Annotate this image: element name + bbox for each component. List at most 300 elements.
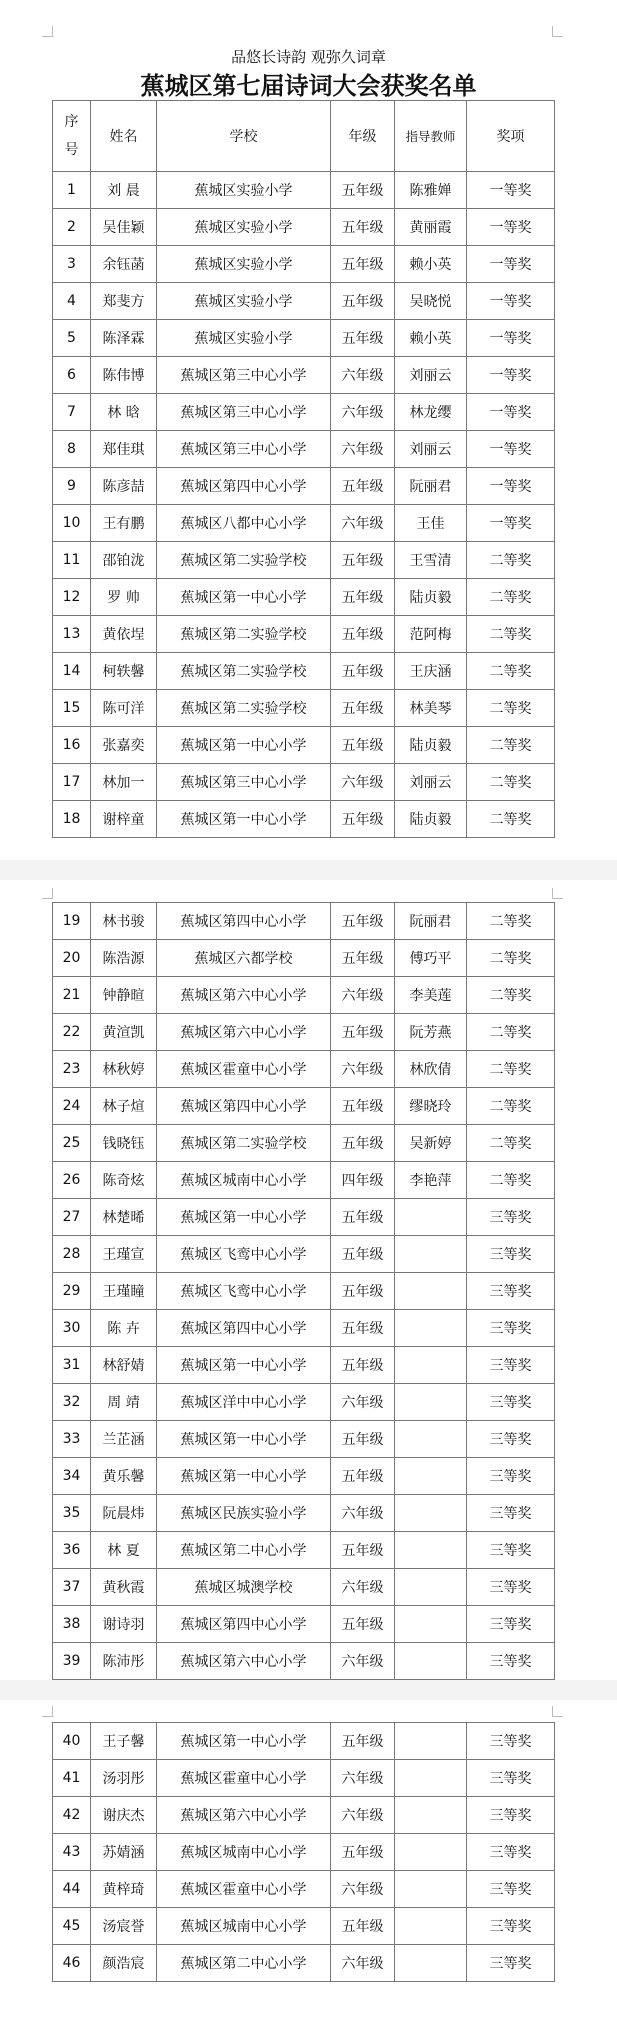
cell-name: 颜浩宸	[91, 1945, 157, 1982]
cell-award: 一等奖	[467, 505, 555, 542]
cell-number: 46	[53, 1945, 91, 1982]
table-row	[53, 903, 555, 940]
cell-number: 30	[53, 1310, 91, 1347]
cell-award: 三等奖	[467, 1273, 555, 1310]
cell-school: 蕉城区第六中心小学	[157, 1014, 331, 1051]
cell-teacher: 吴新婷	[395, 1125, 467, 1162]
cell-school: 蕉城区第一中心小学	[157, 1458, 331, 1495]
cell-award: 三等奖	[467, 1643, 555, 1680]
cell-number: 10	[53, 505, 91, 542]
cell-teacher	[395, 1421, 467, 1458]
cell-award: 二等奖	[467, 1014, 555, 1051]
cell-name: 谢庆杰	[91, 1797, 157, 1834]
table-row	[53, 690, 555, 727]
cell-number: 1	[53, 172, 91, 209]
cell-grade: 六年级	[331, 505, 395, 542]
cell-teacher	[395, 1495, 467, 1532]
cell-school: 蕉城区第三中心小学	[157, 394, 331, 431]
cell-grade: 五年级	[331, 246, 395, 283]
cell-number: 19	[53, 903, 91, 940]
cell-teacher: 吴晓悦	[395, 283, 467, 320]
cell-teacher: 陆贞毅	[395, 579, 467, 616]
crop-mark	[552, 26, 563, 37]
cell-award: 一等奖	[467, 394, 555, 431]
header-grade: 年级	[331, 101, 395, 172]
table-row	[53, 1310, 555, 1347]
cell-name: 罗 帅	[91, 579, 157, 616]
cell-name: 黄依埕	[91, 616, 157, 653]
table-header-row	[53, 101, 555, 172]
cell-teacher: 阮丽君	[395, 903, 467, 940]
table-row	[53, 1606, 555, 1643]
cell-name: 柯轶馨	[91, 653, 157, 690]
table-row	[53, 1723, 555, 1760]
cell-number: 42	[53, 1797, 91, 1834]
cell-grade: 五年级	[331, 1088, 395, 1125]
cell-teacher	[395, 1606, 467, 1643]
cell-school: 蕉城区第一中心小学	[157, 801, 331, 838]
cell-name: 陈浩源	[91, 940, 157, 977]
cell-teacher: 林欣倩	[395, 1051, 467, 1088]
cell-teacher: 李美莲	[395, 977, 467, 1014]
cell-award: 一等奖	[467, 283, 555, 320]
document-title: 蕉城区第七届诗词大会获奖名单	[140, 72, 477, 100]
cell-teacher	[395, 1945, 467, 1982]
header-number: 序 号	[53, 101, 91, 172]
table-row	[53, 1273, 555, 1310]
cell-number: 23	[53, 1051, 91, 1088]
table-row	[53, 1384, 555, 1421]
cell-school: 蕉城区民族实验小学	[157, 1495, 331, 1532]
cell-school: 蕉城区第三中心小学	[157, 431, 331, 468]
cell-name: 钟静暄	[91, 977, 157, 1014]
table-row	[53, 1908, 555, 1945]
table-row	[53, 727, 555, 764]
cell-award: 三等奖	[467, 1421, 555, 1458]
cell-school: 蕉城区实验小学	[157, 172, 331, 209]
cell-teacher	[395, 1834, 467, 1871]
cell-grade: 五年级	[331, 542, 395, 579]
awards-table-page-2	[52, 902, 555, 1680]
cell-grade: 五年级	[331, 1458, 395, 1495]
cell-award: 三等奖	[467, 1495, 555, 1532]
table-row	[53, 1236, 555, 1273]
cell-teacher: 阮芳燕	[395, 1014, 467, 1051]
table-row	[53, 1871, 555, 1908]
cell-number: 20	[53, 940, 91, 977]
cell-name: 林楚晞	[91, 1199, 157, 1236]
header-teacher: 指导教师	[395, 101, 467, 172]
cell-grade: 五年级	[331, 209, 395, 246]
table-row	[53, 1495, 555, 1532]
cell-number: 5	[53, 320, 91, 357]
cell-teacher: 刘丽云	[395, 357, 467, 394]
cell-award: 二等奖	[467, 616, 555, 653]
cell-award: 二等奖	[467, 1088, 555, 1125]
cell-teacher	[395, 1569, 467, 1606]
cell-number: 38	[53, 1606, 91, 1643]
cell-school: 蕉城区霍童中心小学	[157, 1871, 331, 1908]
cell-award: 一等奖	[467, 357, 555, 394]
cell-award: 二等奖	[467, 764, 555, 801]
document-page-2	[0, 880, 617, 1680]
cell-number: 39	[53, 1643, 91, 1680]
cell-school: 蕉城区城南中心小学	[157, 1908, 331, 1945]
cell-number: 21	[53, 977, 91, 1014]
cell-award: 二等奖	[467, 579, 555, 616]
cell-number: 25	[53, 1125, 91, 1162]
cell-name: 林秋婷	[91, 1051, 157, 1088]
cell-name: 吴佳颖	[91, 209, 157, 246]
table-row	[53, 320, 555, 357]
cell-school: 蕉城区实验小学	[157, 320, 331, 357]
cell-school: 蕉城区实验小学	[157, 246, 331, 283]
cell-name: 黄秋霞	[91, 1569, 157, 1606]
cell-school: 蕉城区第一中心小学	[157, 1199, 331, 1236]
cell-award: 二等奖	[467, 940, 555, 977]
awards-table-page-1	[52, 100, 555, 838]
cell-number: 28	[53, 1236, 91, 1273]
table-row	[53, 468, 555, 505]
cell-award: 三等奖	[467, 1236, 555, 1273]
cell-school: 蕉城区第二中心小学	[157, 1532, 331, 1569]
cell-grade: 五年级	[331, 1834, 395, 1871]
table-row	[53, 764, 555, 801]
cell-name: 阮晨炜	[91, 1495, 157, 1532]
cell-name: 张嘉奕	[91, 727, 157, 764]
cell-award: 三等奖	[467, 1199, 555, 1236]
table-row	[53, 1088, 555, 1125]
table-row	[53, 394, 555, 431]
crop-mark	[552, 888, 563, 899]
cell-number: 34	[53, 1458, 91, 1495]
cell-name: 王瑾宣	[91, 1236, 157, 1273]
cell-school: 蕉城区第二实验学校	[157, 616, 331, 653]
cell-grade: 五年级	[331, 940, 395, 977]
cell-name: 陈伟博	[91, 357, 157, 394]
cell-award: 三等奖	[467, 1797, 555, 1834]
cell-name: 郑佳琪	[91, 431, 157, 468]
cell-name: 周 靖	[91, 1384, 157, 1421]
cell-school: 蕉城区八都中心小学	[157, 505, 331, 542]
cell-teacher: 赖小英	[395, 246, 467, 283]
cell-grade: 五年级	[331, 653, 395, 690]
table-row	[53, 1532, 555, 1569]
cell-name: 王瑾瞳	[91, 1273, 157, 1310]
cell-school: 蕉城区第四中心小学	[157, 468, 331, 505]
cell-grade: 六年级	[331, 1569, 395, 1606]
table-row	[53, 616, 555, 653]
cell-award: 一等奖	[467, 172, 555, 209]
header-name: 姓名	[91, 101, 157, 172]
cell-grade: 五年级	[331, 690, 395, 727]
cell-award: 二等奖	[467, 727, 555, 764]
cell-teacher	[395, 1871, 467, 1908]
cell-grade: 五年级	[331, 172, 395, 209]
cell-number: 41	[53, 1760, 91, 1797]
crop-mark	[552, 1706, 563, 1717]
cell-school: 蕉城区第一中心小学	[157, 579, 331, 616]
cell-school: 蕉城区实验小学	[157, 209, 331, 246]
page-gap	[0, 1680, 617, 1702]
document-subtitle: 品悠长诗韵 观弥久词章	[231, 48, 386, 66]
cell-name: 林书骏	[91, 903, 157, 940]
awards-table-page-3	[52, 1722, 555, 1982]
cell-number: 27	[53, 1199, 91, 1236]
cell-name: 邵铂泷	[91, 542, 157, 579]
cell-number: 4	[53, 283, 91, 320]
cell-award: 三等奖	[467, 1834, 555, 1871]
cell-school: 蕉城区六都学校	[157, 940, 331, 977]
cell-award: 三等奖	[467, 1532, 555, 1569]
cell-name: 黄乐馨	[91, 1458, 157, 1495]
cell-school: 蕉城区第二实验学校	[157, 653, 331, 690]
cell-school: 蕉城区第四中心小学	[157, 1606, 331, 1643]
cell-award: 二等奖	[467, 801, 555, 838]
cell-school: 蕉城区第二中心小学	[157, 1945, 331, 1982]
document-page-3	[0, 1700, 617, 2017]
cell-school: 蕉城区霍童中心小学	[157, 1051, 331, 1088]
table-row	[53, 1760, 555, 1797]
cell-name: 郑斐方	[91, 283, 157, 320]
cell-grade: 四年级	[331, 1162, 395, 1199]
table-row	[53, 1643, 555, 1680]
cell-school: 蕉城区第四中心小学	[157, 1310, 331, 1347]
table-row	[53, 1125, 555, 1162]
cell-grade: 五年级	[331, 1421, 395, 1458]
table-row	[53, 1834, 555, 1871]
cell-name: 陈奇炫	[91, 1162, 157, 1199]
cell-number: 31	[53, 1347, 91, 1384]
cell-name: 刘 晨	[91, 172, 157, 209]
cell-teacher: 范阿梅	[395, 616, 467, 653]
cell-grade: 五年级	[331, 616, 395, 653]
cell-school: 蕉城区第一中心小学	[157, 1421, 331, 1458]
cell-grade: 六年级	[331, 1051, 395, 1088]
cell-grade: 五年级	[331, 1014, 395, 1051]
cell-school: 蕉城区第三中心小学	[157, 764, 331, 801]
cell-award: 一等奖	[467, 246, 555, 283]
cell-teacher: 林美琴	[395, 690, 467, 727]
cell-award: 三等奖	[467, 1606, 555, 1643]
cell-award: 三等奖	[467, 1569, 555, 1606]
table-row	[53, 1347, 555, 1384]
cell-number: 18	[53, 801, 91, 838]
cell-name: 汤宸誉	[91, 1908, 157, 1945]
cell-number: 29	[53, 1273, 91, 1310]
cell-award: 三等奖	[467, 1347, 555, 1384]
table-row	[53, 542, 555, 579]
cell-number: 7	[53, 394, 91, 431]
cell-name: 陈泽霖	[91, 320, 157, 357]
cell-teacher: 王庆涵	[395, 653, 467, 690]
cell-award: 三等奖	[467, 1908, 555, 1945]
cell-teacher	[395, 1532, 467, 1569]
cell-school: 蕉城区第一中心小学	[157, 1347, 331, 1384]
table-row	[53, 579, 555, 616]
cell-name: 陈 卉	[91, 1310, 157, 1347]
cell-award: 二等奖	[467, 1051, 555, 1088]
cell-teacher	[395, 1760, 467, 1797]
cell-school: 蕉城区飞鸾中心小学	[157, 1273, 331, 1310]
table-row	[53, 1162, 555, 1199]
cell-teacher	[395, 1310, 467, 1347]
table-row	[53, 172, 555, 209]
cell-award: 三等奖	[467, 1310, 555, 1347]
cell-grade: 五年级	[331, 1532, 395, 1569]
cell-teacher: 林龙缨	[395, 394, 467, 431]
cell-grade: 六年级	[331, 1797, 395, 1834]
table-row	[53, 977, 555, 1014]
cell-school: 蕉城区第三中心小学	[157, 357, 331, 394]
cell-school: 蕉城区城澳学校	[157, 1569, 331, 1606]
cell-school: 蕉城区第六中心小学	[157, 1643, 331, 1680]
cell-teacher: 陆贞毅	[395, 727, 467, 764]
cell-grade: 五年级	[331, 1236, 395, 1273]
cell-teacher	[395, 1458, 467, 1495]
cell-award: 二等奖	[467, 690, 555, 727]
table-row	[53, 1569, 555, 1606]
cell-teacher	[395, 1236, 467, 1273]
cell-grade: 五年级	[331, 320, 395, 357]
cell-teacher	[395, 1797, 467, 1834]
cell-teacher	[395, 1347, 467, 1384]
cell-grade: 五年级	[331, 283, 395, 320]
cell-grade: 六年级	[331, 764, 395, 801]
cell-grade: 六年级	[331, 357, 395, 394]
cell-grade: 五年级	[331, 1199, 395, 1236]
cell-award: 一等奖	[467, 320, 555, 357]
cell-award: 二等奖	[467, 903, 555, 940]
cell-grade: 六年级	[331, 1643, 395, 1680]
cell-teacher: 黄丽霞	[395, 209, 467, 246]
cell-teacher: 刘丽云	[395, 431, 467, 468]
cell-name: 余钰菡	[91, 246, 157, 283]
cell-teacher: 赖小英	[395, 320, 467, 357]
cell-teacher: 缪晓玲	[395, 1088, 467, 1125]
cell-school: 蕉城区第二实验学校	[157, 690, 331, 727]
table-row	[53, 1014, 555, 1051]
cell-award: 一等奖	[467, 209, 555, 246]
cell-number: 6	[53, 357, 91, 394]
cell-number: 14	[53, 653, 91, 690]
cell-name: 林子煊	[91, 1088, 157, 1125]
cell-grade: 五年级	[331, 1310, 395, 1347]
table-row	[53, 283, 555, 320]
table-row	[53, 1421, 555, 1458]
cell-name: 钱晓钰	[91, 1125, 157, 1162]
table-row	[53, 1797, 555, 1834]
cell-grade: 五年级	[331, 903, 395, 940]
table-row	[53, 505, 555, 542]
table-row	[53, 940, 555, 977]
cell-school: 蕉城区第六中心小学	[157, 977, 331, 1014]
cell-grade: 六年级	[331, 1760, 395, 1797]
cell-grade: 五年级	[331, 468, 395, 505]
cell-grade: 五年级	[331, 801, 395, 838]
header-school: 学校	[157, 101, 331, 172]
cell-award: 二等奖	[467, 977, 555, 1014]
cell-number: 44	[53, 1871, 91, 1908]
cell-number: 11	[53, 542, 91, 579]
cell-number: 40	[53, 1723, 91, 1760]
cell-number: 35	[53, 1495, 91, 1532]
cell-teacher	[395, 1199, 467, 1236]
cell-school: 蕉城区第一中心小学	[157, 727, 331, 764]
cell-teacher: 阮丽君	[395, 468, 467, 505]
cell-school: 蕉城区第四中心小学	[157, 1088, 331, 1125]
table-row	[53, 209, 555, 246]
cell-number: 43	[53, 1834, 91, 1871]
cell-grade: 五年级	[331, 1125, 395, 1162]
cell-grade: 六年级	[331, 394, 395, 431]
cell-teacher: 王雪清	[395, 542, 467, 579]
cell-teacher	[395, 1643, 467, 1680]
cell-name: 林 晗	[91, 394, 157, 431]
cell-name: 谢诗羽	[91, 1606, 157, 1643]
cell-name: 陈可洋	[91, 690, 157, 727]
cell-teacher	[395, 1384, 467, 1421]
cell-teacher: 刘丽云	[395, 764, 467, 801]
cell-grade: 五年级	[331, 1606, 395, 1643]
cell-award: 一等奖	[467, 468, 555, 505]
cell-teacher	[395, 1723, 467, 1760]
cell-name: 兰芷涵	[91, 1421, 157, 1458]
cell-name: 陈彦喆	[91, 468, 157, 505]
cell-award: 二等奖	[467, 653, 555, 690]
cell-name: 黄渲凯	[91, 1014, 157, 1051]
cell-name: 林 夏	[91, 1532, 157, 1569]
cell-number: 8	[53, 431, 91, 468]
table-row	[53, 1945, 555, 1982]
cell-teacher	[395, 1908, 467, 1945]
cell-school: 蕉城区实验小学	[157, 283, 331, 320]
cell-school: 蕉城区洋中中心小学	[157, 1384, 331, 1421]
cell-teacher	[395, 1273, 467, 1310]
cell-number: 22	[53, 1014, 91, 1051]
cell-grade: 五年级	[331, 579, 395, 616]
cell-award: 三等奖	[467, 1945, 555, 1982]
cell-number: 16	[53, 727, 91, 764]
cell-name: 苏婧涵	[91, 1834, 157, 1871]
cell-award: 三等奖	[467, 1384, 555, 1421]
cell-number: 45	[53, 1908, 91, 1945]
cell-name: 林加一	[91, 764, 157, 801]
cell-award: 一等奖	[467, 431, 555, 468]
cell-teacher: 李艳萍	[395, 1162, 467, 1199]
cell-school: 蕉城区第二实验学校	[157, 542, 331, 579]
crop-mark	[42, 888, 53, 899]
cell-grade: 五年级	[331, 1273, 395, 1310]
table-row	[53, 357, 555, 394]
cell-number: 32	[53, 1384, 91, 1421]
cell-school: 蕉城区飞鸾中心小学	[157, 1236, 331, 1273]
cell-grade: 五年级	[331, 1347, 395, 1384]
cell-number: 17	[53, 764, 91, 801]
cell-award: 三等奖	[467, 1723, 555, 1760]
cell-name: 陈沛彤	[91, 1643, 157, 1680]
cell-teacher: 陆贞毅	[395, 801, 467, 838]
cell-number: 12	[53, 579, 91, 616]
table-row	[53, 1458, 555, 1495]
cell-grade: 六年级	[331, 1945, 395, 1982]
cell-name: 汤羽彤	[91, 1760, 157, 1797]
cell-grade: 六年级	[331, 977, 395, 1014]
cell-number: 9	[53, 468, 91, 505]
cell-number: 2	[53, 209, 91, 246]
cell-grade: 六年级	[331, 1495, 395, 1532]
document-page-1	[0, 0, 617, 860]
